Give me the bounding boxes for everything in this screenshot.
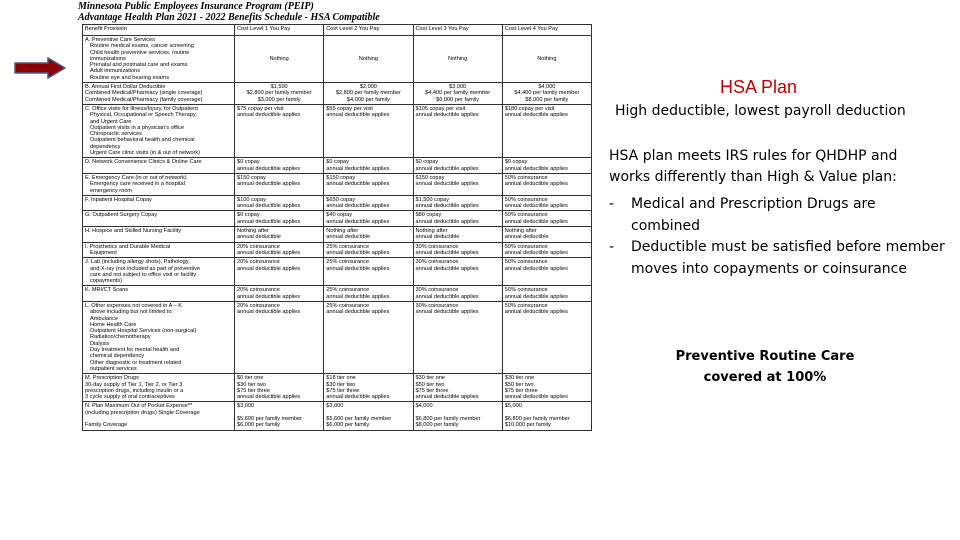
provision-line: above including but not limited to: — [90, 309, 174, 316]
cost-level-cell: $150 copay annual deductible applies — [324, 173, 413, 195]
provision-line: Combined Medical/Pharmacy (family coverage) — [85, 96, 203, 103]
cost-level-cell: 20% coinsurance annual deductible applies — [235, 258, 324, 286]
cost-level-cell: $1,500 $2,800 per family member $3,000 per family — [235, 83, 324, 105]
slide-subtitle: High deductible, lowest payroll deduction — [615, 103, 906, 119]
table-row — [83, 286, 592, 302]
cost-level-cell: Nothing — [413, 36, 502, 83]
benefit-provision-cell — [83, 286, 235, 302]
table-row — [83, 374, 592, 402]
intro-paragraph: HSA plan meets IRS rules for QHDHP and works differently than High & Value plan: — [609, 148, 898, 185]
table-header-row — [83, 25, 592, 36]
provision-line: H. Hospice and Skilled Nursing Facility — [85, 228, 182, 235]
benefit-provision-cell — [83, 173, 235, 195]
column-header: Cost Level 1 You Pay — [235, 25, 324, 36]
bullet-text: Medical and Prescription Drugs are combined — [631, 196, 876, 234]
cost-level-cell: $5,000 $6,800 per family member $10,000 per family — [502, 402, 591, 430]
table-row — [83, 104, 592, 157]
benefit-provision-cell — [83, 402, 235, 430]
provision-line: chemical dependency — [90, 353, 145, 360]
cost-level-cell: 30% coinsurance annual deductible applies — [413, 258, 502, 286]
provision-line: J. Lab (including allergy shots), Pathology, — [85, 259, 190, 266]
provision-line: Routine eye and hearing exams — [90, 74, 169, 81]
provision-line: prescription drugs, including insulin or a — [85, 387, 184, 394]
provision-line: D. Network Convenience Clinics & Online Care — [85, 159, 202, 166]
provision-line: B. Annual First Dollar Deductible — [85, 84, 166, 91]
provision-line: G. Outpatient Surgery Copay — [85, 212, 158, 219]
cost-level-cell: $75 copay per visit annual deductible applies — [235, 104, 324, 157]
cost-level-cell: 25% coinsurance annual deductible applies — [324, 301, 413, 373]
benefit-provision-cell — [83, 258, 235, 286]
provision-line: Chiropractic services — [90, 131, 142, 138]
document-title: Minnesota Public Employees Insurance Program (PEIP) — [78, 1, 314, 12]
cost-level-cell: $0 copay annual deductible applies — [324, 158, 413, 174]
table-row — [83, 402, 592, 430]
provision-line: Routine medical exams, cancer screening — [90, 43, 194, 50]
slide-title: HSA Plan — [720, 77, 798, 97]
table-row — [83, 211, 592, 227]
table-row — [83, 258, 592, 286]
cost-level-cell: $30 tier one $50 tier two $75 tier three annual deductible applies — [413, 374, 502, 402]
preventive-care-note — [640, 346, 890, 388]
cost-level-cell: Nothing after annual deductible — [324, 227, 413, 243]
benefits-schedule-document — [78, 0, 596, 540]
provision-line: Adult immunizations — [90, 68, 141, 75]
cost-level-cell: 30% coinsurance annual deductible applies — [413, 286, 502, 302]
table-row — [83, 36, 592, 83]
cost-level-cell: 25% coinsurance annual deductible applies — [324, 286, 413, 302]
provision-line: Other diagnostic or treatment related — [90, 359, 182, 366]
provision-line: (including prescription drugs) Single Coverage — [85, 409, 200, 416]
provision-line: Home Health Care — [90, 321, 137, 328]
table-row — [83, 195, 592, 211]
provision-line: copayments) — [90, 278, 123, 285]
provision-line: outpatient services — [90, 365, 137, 372]
cost-level-cell: 50% coinsurance annual deductible applies — [502, 211, 591, 227]
note-line: Preventive Routine Care — [675, 349, 855, 364]
table-row — [83, 242, 592, 258]
dash-marker: - — [609, 196, 615, 212]
right-arrow-icon — [14, 57, 66, 79]
bullet-text: Deductible must be satisfied before member moves into copayments or coinsurance — [631, 239, 945, 277]
bullet-item — [609, 194, 949, 237]
provision-line: dependency — [90, 143, 121, 150]
cost-level-cell: 20% coinsurance annual deductible applies — [235, 242, 324, 258]
cost-level-cell: 50% coinsurance annual deductible applies — [502, 258, 591, 286]
provision-line: Ambulance — [90, 315, 118, 322]
provision-line: Dialysis — [90, 340, 110, 347]
benefit-provision-cell — [83, 158, 235, 174]
provision-line: immunizations — [90, 55, 126, 62]
table-row — [83, 227, 592, 243]
cost-level-cell: $3,000 $4,400 per family member $6,000 per family — [413, 83, 502, 105]
cost-level-cell: Nothing after annual deductible — [413, 227, 502, 243]
benefit-provision-cell — [83, 195, 235, 211]
cost-level-cell: $4,000 $4,400 per family member $8,000 per family — [502, 83, 591, 105]
provision-line: Child health preventive services, routine — [90, 49, 190, 56]
cost-level-cell: 25% coinsurance annual deductible applies — [324, 258, 413, 286]
table-row — [83, 301, 592, 373]
provision-line: 3 cycle supply of oral contraceptives — [85, 394, 175, 401]
cost-level-cell: 50% coinsurance annual deductible applies — [502, 173, 591, 195]
cost-level-cell: Nothing after annual deductible — [235, 227, 324, 243]
cost-level-cell: $100 copay annual deductible applies — [235, 195, 324, 211]
provision-line: Urgent Care clinic visits (in & out of network) — [90, 150, 201, 157]
cost-level-cell: $2,000 $2,800 per family member $4,000 per family — [324, 83, 413, 105]
cost-level-cell: 50% coinsurance annual deductible applies — [502, 242, 591, 258]
cost-level-cell: $180 copay per visit annual deductible applies — [502, 104, 591, 157]
provision-line: Outpatient visits in a physician's office — [90, 124, 184, 131]
provision-line: Equipment — [90, 249, 117, 256]
benefits-table — [82, 24, 592, 431]
cost-level-cell: Nothing — [235, 36, 324, 83]
cost-level-cell: $80 copay annual deductible applies — [413, 211, 502, 227]
provision-line: I. Prosthetics and Durable Medical — [85, 243, 171, 250]
provision-line: care and not subject to office visit or facility — [90, 271, 197, 278]
cost-level-cell: 30% coinsurance annual deductible applies — [413, 242, 502, 258]
cost-level-cell: $0 copay annual deductible applies — [413, 158, 502, 174]
cost-level-cell: $30 tier one $50 tier two $75 tier three annual deductible applies — [502, 374, 591, 402]
cost-level-cell: $105 copay per visit annual deductible applies — [413, 104, 502, 157]
cost-level-cell: Nothing — [324, 36, 413, 83]
provision-line: and Urgent Care — [90, 118, 132, 125]
provision-line: F. Inpatient Hospital Copay — [85, 196, 152, 203]
provision-line: and X-ray (not included as part of preventive — [90, 265, 201, 272]
bullet-list — [609, 194, 949, 280]
cost-level-cell: $0 copay annual deductible applies — [235, 211, 324, 227]
provision-line: E. Emergency Care (in or out of network) — [85, 174, 187, 181]
benefit-provision-cell — [83, 36, 235, 83]
provision-line: Outpatient Hospital Services (non-surgical) — [90, 328, 197, 335]
provision-line: Outpatient behavioral health and chemical — [90, 137, 195, 144]
cost-level-cell: $650 copay annual deductible applies — [324, 195, 413, 211]
cost-level-cell: 20% coinsurance annual deductible applies — [235, 286, 324, 302]
provision-line: 30-day supply of Tier 1, Tier 2, or Tier 3 — [85, 381, 183, 388]
table-row — [83, 173, 592, 195]
cost-level-cell: $150 copay annual deductible applies — [413, 173, 502, 195]
column-header: Cost Level 3 You Pay — [413, 25, 502, 36]
table-row — [83, 158, 592, 174]
document-subtitle: Advantage Health Plan 2021 - 2022 Benefits Schedule - HSA Compatible — [78, 12, 380, 23]
provision-line: N. Plan Maximum Out of Pocket Expense** — [85, 403, 193, 410]
benefit-provision-cell — [83, 242, 235, 258]
column-header: Benefit Provision — [83, 25, 235, 36]
cost-level-cell: $40 copay annual deductible applies — [324, 211, 413, 227]
benefit-provision-cell — [83, 104, 235, 157]
provision-line: Physical, Occupational or Speech Therapy, — [90, 112, 197, 119]
provision-line: K. MRI/CT Scans — [85, 287, 129, 294]
cost-level-cell: $55 copay per visit annual deductible applies — [324, 104, 413, 157]
cost-level-cell: Nothing after annual deductible — [502, 227, 591, 243]
provision-line: Prenatal and postnatal care and exams — [90, 62, 188, 69]
cost-level-cell: $3,000 $5,600 per family member $6,000 per family — [324, 402, 413, 430]
table-row — [83, 83, 592, 105]
provision-line: C. Office visits for Illness/Injury, for Outpatient — [85, 105, 198, 112]
benefit-provision-cell — [83, 227, 235, 243]
cost-level-cell: $1,500 copay annual deductible applies — [413, 195, 502, 211]
benefit-provision-cell — [83, 374, 235, 402]
provision-line: Day treatment for mental health and — [90, 347, 180, 354]
provision-line: Combined Medical/Pharmacy (single coverage) — [85, 90, 203, 97]
column-header: Cost Level 4 You Pay — [502, 25, 591, 36]
provision-line: emergency room — [90, 187, 132, 194]
benefit-provision-cell — [83, 211, 235, 227]
cost-level-cell: 25% coinsurance annual deductible applies — [324, 242, 413, 258]
cost-level-cell: 50% coinsurance annual deductible applies — [502, 195, 591, 211]
cost-level-cell: $18 tier one $30 tier two $75 tier three annual deductible applies — [324, 374, 413, 402]
provision-line: A. Preventive Care Services — [85, 37, 155, 43]
slide-content — [600, 0, 960, 540]
cost-level-cell: $150 copay annual deductible applies — [235, 173, 324, 195]
cost-level-cell: 50% coinsurance annual deductible applies — [502, 301, 591, 373]
column-header: Cost Level 2 You Pay — [324, 25, 413, 36]
cost-level-cell: $0 tier one $30 tier two $75 tier three annual deductible applies — [235, 374, 324, 402]
cost-level-cell: 20% coinsurance annual deductible applies — [235, 301, 324, 373]
provision-line: M. Prescription Drugs — [85, 375, 139, 382]
cost-level-cell: Nothing — [502, 36, 591, 83]
cost-level-cell: $0 copay annual deductible applies — [502, 158, 591, 174]
cost-level-cell: $4,000 $6,800 per family member $8,000 per family — [413, 402, 502, 430]
cost-level-cell: $0 copay annual deductible applies — [235, 158, 324, 174]
provision-line: Radiation/chemotherapy — [90, 334, 151, 341]
dash-marker: - — [609, 239, 615, 255]
cost-level-cell: 30% coinsurance annual deductible applies — [413, 301, 502, 373]
cost-level-cell: $3,000 $5,600 per family member $6,000 per family — [235, 402, 324, 430]
benefit-provision-cell — [83, 83, 235, 105]
bullet-item — [609, 237, 949, 280]
cost-level-cell: 50% coinsurance annual deductible applies — [502, 286, 591, 302]
provision-line: L. Other expenses not covered in A – K — [85, 302, 183, 309]
note-line: covered at 100% — [703, 370, 827, 385]
benefit-provision-cell — [83, 301, 235, 373]
provision-line: Family Coverage — [85, 422, 128, 429]
provision-line: Emergency care received in a hospital — [90, 181, 185, 188]
